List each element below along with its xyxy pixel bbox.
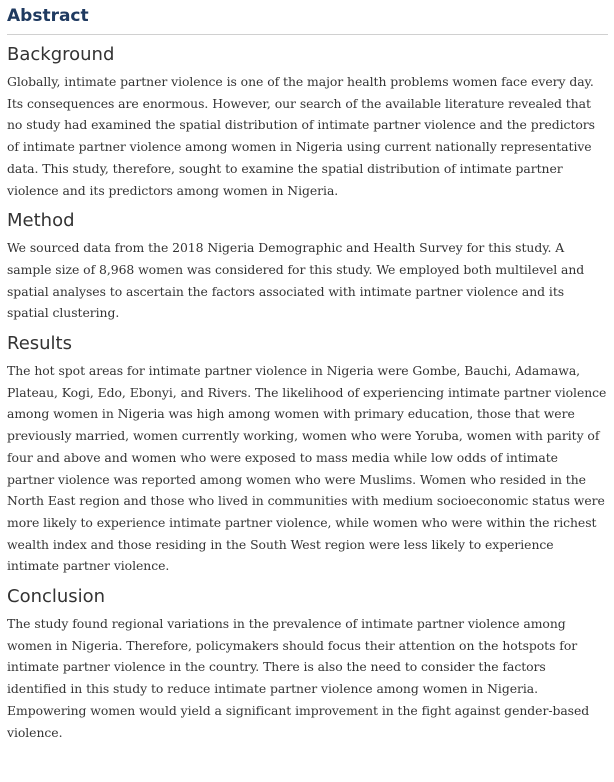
method-text: We sourced data from the 2018 Nigeria Demographic and Health Survey for this study. A sample size of 8,968 women was considered for this study. We employed both multilevel and spatial analyses to ascertain the factors associated with intimate partner violence and its spatial clustering.	[7, 240, 585, 321]
section-method	[7, 210, 608, 324]
section-conclusion	[7, 586, 608, 743]
results-heading: Results	[7, 333, 72, 355]
conclusion-heading: Conclusion	[7, 586, 106, 608]
section-background	[7, 44, 608, 201]
background-text: Globally, intimate partner violence is one of the major health problems women face every day. Its consequences are enormous. However, our search of the available literature revealed that no study had examined the spatial distribution of intimate partner violence and the predictors of intimate partner violence among women in Nigeria using current nationally representative data. This study, therefore, sought to examine the spatial distribution of intimate partner violence and its predictors among women in Nigeria.	[7, 74, 595, 198]
conclusion-text: The study found regional variations in the prevalence of intimate partner violence among women in Nigeria. Therefore, policymakers should focus their attention on the hotspots for intimate partner violence in the country. There is also the need to consider the factors identified in this study to reduce intimate partner violence among women in Nigeria. Empowering women would yield a significant improvement in the fight against gender-based violence.	[7, 616, 590, 740]
background-heading: Background	[7, 44, 115, 65]
section-results	[7, 333, 608, 577]
abstract-heading: Abstract	[7, 2, 608, 35]
method-heading: Method	[7, 210, 75, 232]
results-text: The hot spot areas for intimate partner violence in Nigeria were Gombe, Bauchi, Adamawa, Plateau, Kogi, Edo, Ebonyi, and Rivers. The likelihood of experiencing intimate partner violence among women in Nigeria was high among women with primary education, those that were previously married, women currently working, women who were Yoruba, women with parity of four and above and women who were exposed to mass media while low odds of intimate partner violence was reported among women who were Muslims. Women who resided in the North East region and those who lived in communities with medium socioeconomic status were more likely to experience intimate partner violence, while women who were within the richest wealth index and those residing in the South West region were less likely to experience intimate partner violence.	[7, 363, 607, 574]
